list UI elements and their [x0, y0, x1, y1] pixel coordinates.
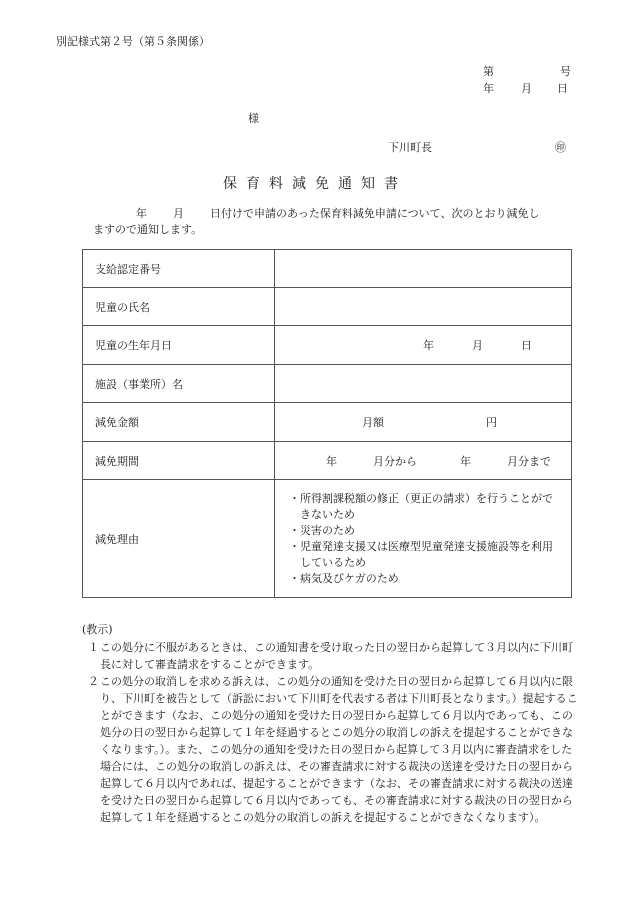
- table-row: [83, 403, 572, 442]
- amount-label: 減免金額: [83, 403, 275, 442]
- notice-number: １: [88, 641, 99, 654]
- intro-month: 月: [173, 207, 184, 220]
- reason-item: ・災害のため: [289, 523, 355, 537]
- birth-day: 日: [521, 339, 532, 352]
- date-year: 年: [483, 82, 494, 95]
- cert-no-label: 支給認定番号: [83, 250, 275, 288]
- period-until: 月分まで: [507, 454, 551, 468]
- document-number: [483, 63, 569, 79]
- birth-date-label: 児童の生年月日: [83, 326, 275, 365]
- reason-value: [275, 480, 572, 598]
- cert-no-value: [275, 250, 572, 288]
- document-title: 保育料減免通知書: [223, 176, 407, 192]
- birth-month: 月: [472, 339, 483, 352]
- reason-item: ・児童発達支援又は医療型児童発達支援施設等を利用しているため: [289, 539, 553, 569]
- table-row: [83, 442, 572, 480]
- amount-monthly: 月額: [362, 416, 384, 429]
- birth-year: 年: [423, 339, 434, 352]
- table-row: [83, 288, 572, 326]
- period-year-2: 年: [460, 454, 471, 468]
- date-day: 日: [557, 82, 568, 95]
- intro-text: 日付けで申請のあった保育料減免申請について、次のとおり減免し: [210, 207, 540, 220]
- facility-label: 施設（事業所）名: [83, 365, 275, 403]
- notice-number: ２: [88, 675, 99, 688]
- form-reference: 別記様式第２号（第５条関係）: [56, 35, 210, 48]
- intro-line-2: ますので通知します。: [93, 223, 203, 236]
- period-value: [275, 442, 572, 480]
- reason-label: 減免理由: [83, 480, 275, 598]
- table-row: [83, 480, 572, 598]
- facility-value: [275, 365, 572, 403]
- number-suffix: 号: [560, 65, 571, 78]
- amount-yen: 円: [486, 416, 497, 429]
- addressee: 様: [248, 112, 259, 125]
- seal-mark: ㊞: [555, 141, 566, 154]
- table-row: [83, 365, 572, 403]
- notice-text: この処分に不服があるときは、この通知書を受け取った日の翌日から起算して３月以内に下川町長に対して審査請求をすることができます。: [100, 641, 573, 671]
- birth-date-value: [275, 326, 572, 365]
- notice-item: [82, 639, 582, 673]
- reason-item: ・所得割課税額の修正（更正の請求）を行うことができないため: [289, 491, 553, 521]
- period-year-1: 年: [326, 454, 337, 468]
- table-row: [83, 326, 572, 365]
- appeal-notice: [82, 621, 582, 826]
- reason-list: [275, 491, 571, 587]
- amount-value: [275, 403, 572, 442]
- child-name-label: 児童の氏名: [83, 288, 275, 326]
- table-row: [83, 250, 572, 288]
- date-month: 月: [521, 82, 532, 95]
- period-label: 減免期間: [83, 442, 275, 480]
- number-label: 第: [483, 65, 494, 78]
- document-date: [483, 80, 569, 96]
- reason-item: ・病気及びケガのため: [289, 571, 399, 585]
- notice-text: この処分の取消しを求める訴えは、この処分の通知を受けた日の翌日から起算して６月以内に限り、下川町を被告として（訴訟において下川町を代表する者は下川町長となります。）提起することができます（なお、この処分の通知を受けた日の翌日から起算して６月以内であっても、この処分の日の翌日から起算して１年を経過するとこの処分の取消しの訴えを提起することができなくなります。）。また、この処分の通知を受けた日の翌日から起算して３月以内に審査請求をした場合には、この処分の取消しの訴えは、その審査請求に対する裁決の送達を受けた日の翌日から起算して６月以内であれば、提起することができます（なお、その審査請求に対する裁決の送達を受けた日の翌日から起算して６月以内であっても、その審査請求に対する裁決の日の翌日から起算して１年を経過するとこの処分の取消しの訴えを提起することができなくなります）。: [100, 675, 578, 824]
- reduction-info-table: [82, 249, 572, 598]
- notice-item: [82, 673, 582, 826]
- period-from: 月分から: [373, 454, 417, 468]
- intro-year: 年: [136, 207, 147, 220]
- child-name-value: [275, 288, 572, 326]
- sender: 下川町長: [388, 141, 432, 154]
- notice-heading: (教示): [82, 623, 113, 636]
